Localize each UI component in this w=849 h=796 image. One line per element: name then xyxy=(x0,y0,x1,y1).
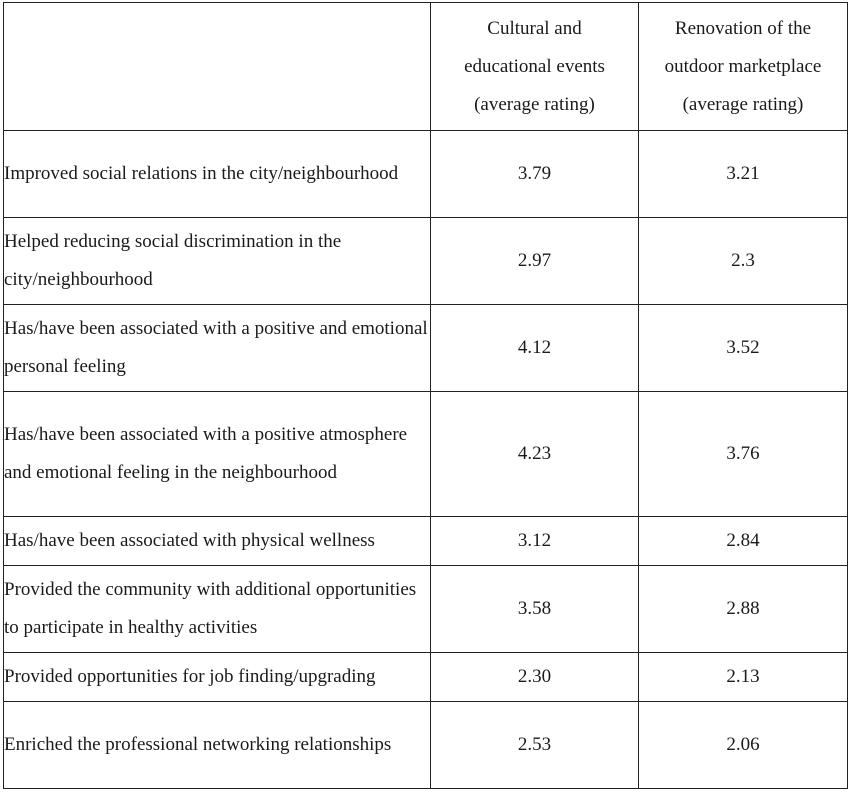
header-marketplace-line-3: (average rating) xyxy=(682,93,804,115)
marketplace-rating: 2.13 xyxy=(639,653,848,702)
row-label: Helped reducing social discrimination in the city/neighbourhood xyxy=(4,218,431,305)
marketplace-rating: 3.21 xyxy=(639,131,848,218)
header-marketplace-line-2: outdoor marketplace xyxy=(664,55,822,77)
table-row xyxy=(4,305,848,392)
row-label: Has/have been associated with physical wellness xyxy=(4,517,431,566)
row-label: Provided the community with additional opportunities to participate in healthy activities xyxy=(4,566,431,653)
marketplace-rating: 3.76 xyxy=(639,392,848,517)
cultural-rating: 3.79 xyxy=(431,131,639,218)
row-label: Has/have been associated with a positive and emotional personal feeling xyxy=(4,305,431,392)
cultural-rating: 4.23 xyxy=(431,392,639,517)
header-cultural-line-3: (average rating) xyxy=(474,93,595,115)
table-row xyxy=(4,517,848,566)
row-label: Improved social relations in the city/neighbourhood xyxy=(4,131,431,218)
marketplace-rating: 3.52 xyxy=(639,305,848,392)
header-cultural-line-2: educational events xyxy=(464,55,605,77)
header-cultural-line-1: Cultural and xyxy=(487,17,582,39)
header-corner-cell xyxy=(4,3,431,131)
table-row xyxy=(4,653,848,702)
table-row xyxy=(4,392,848,517)
cultural-rating: 4.12 xyxy=(431,305,639,392)
cultural-rating: 3.12 xyxy=(431,517,639,566)
marketplace-rating: 2.88 xyxy=(639,566,848,653)
header-cultural-events xyxy=(431,3,639,131)
cultural-rating: 3.58 xyxy=(431,566,639,653)
header-row xyxy=(4,3,848,131)
marketplace-rating: 2.06 xyxy=(639,702,848,789)
row-label: Enriched the professional networking relationships xyxy=(4,702,431,789)
row-label: Provided opportunities for job finding/upgrading xyxy=(4,653,431,702)
table-row xyxy=(4,218,848,305)
table-row xyxy=(4,702,848,789)
cultural-rating: 2.97 xyxy=(431,218,639,305)
cultural-rating: 2.53 xyxy=(431,702,639,789)
marketplace-rating: 2.84 xyxy=(639,517,848,566)
cultural-rating: 2.30 xyxy=(431,653,639,702)
ratings-table xyxy=(3,2,848,789)
header-marketplace-renovation xyxy=(639,3,848,131)
table-row xyxy=(4,566,848,653)
header-marketplace-line-1: Renovation of the xyxy=(674,17,812,39)
row-label: Has/have been associated with a positive atmosphere and emotional feeling in the neighbourhood xyxy=(4,392,431,517)
marketplace-rating: 2.3 xyxy=(639,218,848,305)
table-row xyxy=(4,131,848,218)
